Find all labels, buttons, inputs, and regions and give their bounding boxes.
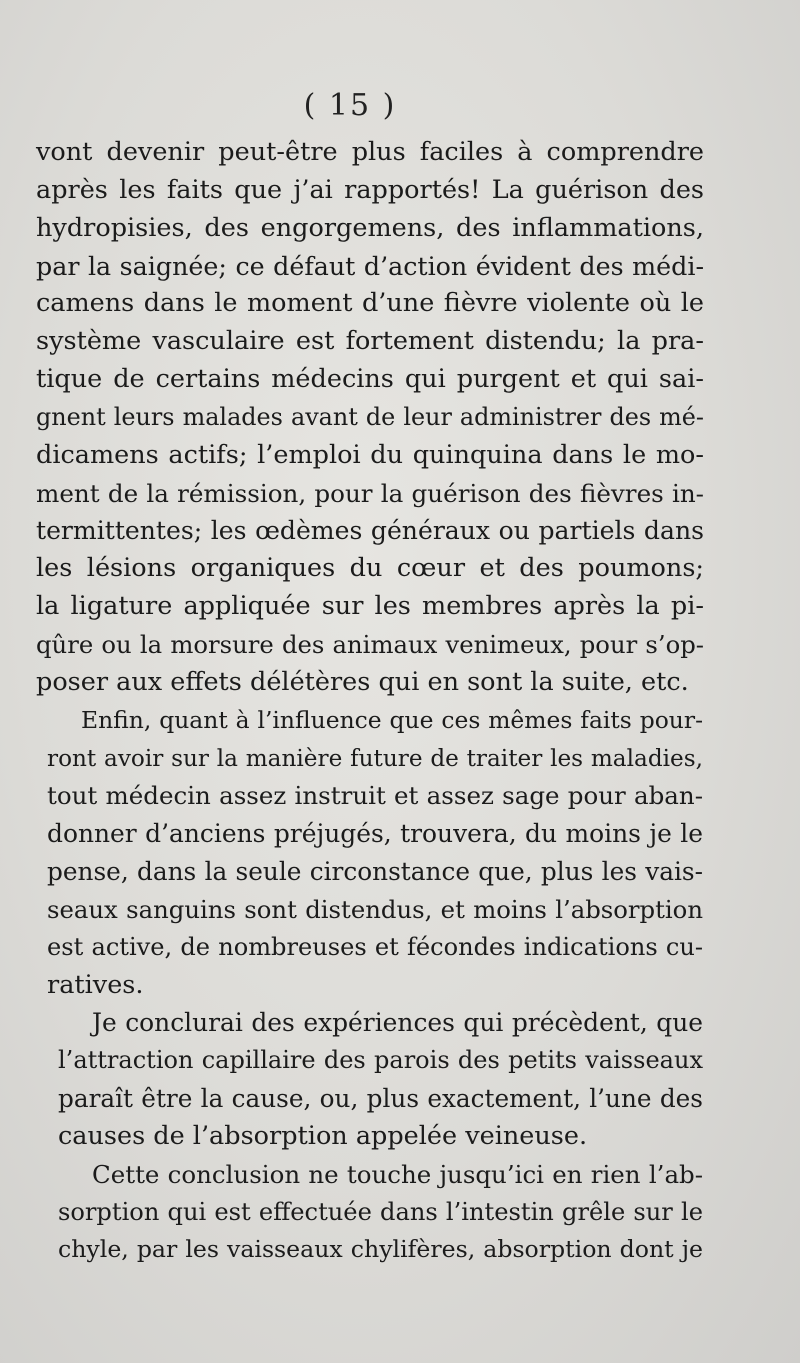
text-line: dicamens actifs; l’emploi du quinquina dans le mo-	[36, 439, 704, 470]
text-line: vont devenir peut-être plus faciles à comprendre	[36, 137, 704, 167]
text-line: la ligature appliquée sur les membres après la pi-	[36, 591, 704, 622]
text-line: causes de l’absorption appelée veineuse.	[58, 1120, 588, 1151]
text-line: termittentes; les œdèmes généraux ou partiels dans	[36, 516, 704, 546]
text-line: qûre ou la morsure des animaux venimeux, pour s’op-	[36, 629, 704, 659]
text-line: gnent leurs malades avant de leur administrer des mé-	[36, 402, 704, 431]
text-line: sorption qui est effectuée dans l’intestin grêle sur le	[58, 1197, 703, 1226]
paragraph	[58, 1156, 703, 1270]
text-line: donner d’anciens préjugés, trouvera, du moins je le	[47, 819, 703, 849]
text-line: chyle, par les vaisseaux chylifères, absorption dont je	[58, 1235, 703, 1264]
text-line: Je conclurai des expériences qui précèdent, que	[92, 1008, 703, 1038]
text-line: paraît être la cause, ou, plus exactement, l’une des	[58, 1084, 703, 1114]
text-line: les lésions organiques du cœur et des poumons;	[36, 553, 704, 584]
text-line: Cette conclusion ne touche jusqu’ici en rien l’ab-	[92, 1159, 703, 1189]
text-line: seaux sanguins sont distendus, et moins l’absorption	[47, 894, 703, 924]
text-line: Enfin, quant à l’influence que ces mêmes faits pour-	[81, 705, 703, 734]
text-line: tout médecin assez instruit et assez sage pour aban-	[47, 781, 703, 811]
text-line: système vasculaire est fortement distendu; la pra-	[36, 326, 704, 357]
body-text	[36, 134, 704, 1269]
text-line: hydropisies, des engorgemens, des inflammations,	[36, 212, 704, 243]
text-line: ratives.	[47, 969, 144, 1000]
text-line: est active, de nombreuses et fécondes indications cu-	[47, 932, 703, 961]
paragraph	[36, 134, 704, 702]
text-line: par la saignée; ce défaut d’action évident des médi-	[36, 250, 704, 281]
text-line: l’attraction capillaire des parois des petits vaisseaux	[58, 1046, 703, 1075]
paragraph	[58, 1004, 703, 1155]
text-line: ront avoir sur la manière future de traiter les maladies,	[47, 744, 703, 772]
text-line: tique de certains médecins qui purgent et qui sai-	[36, 364, 704, 395]
text-line: poser aux effets délétères qui en sont la suite, etc.	[36, 666, 689, 697]
text-line: pense, dans la seule circonstance que, plus les vais-	[47, 857, 703, 887]
text-line: après les faits que j’ai rapportés! La guérison des	[36, 174, 704, 205]
text-line: camens dans le moment d’une fièvre violente où le	[36, 288, 704, 319]
paragraph	[47, 702, 703, 1005]
page-number: ( 15 )	[303, 88, 397, 123]
text-line: ment de la rémission, pour la guérison des fièvres in-	[36, 478, 704, 508]
